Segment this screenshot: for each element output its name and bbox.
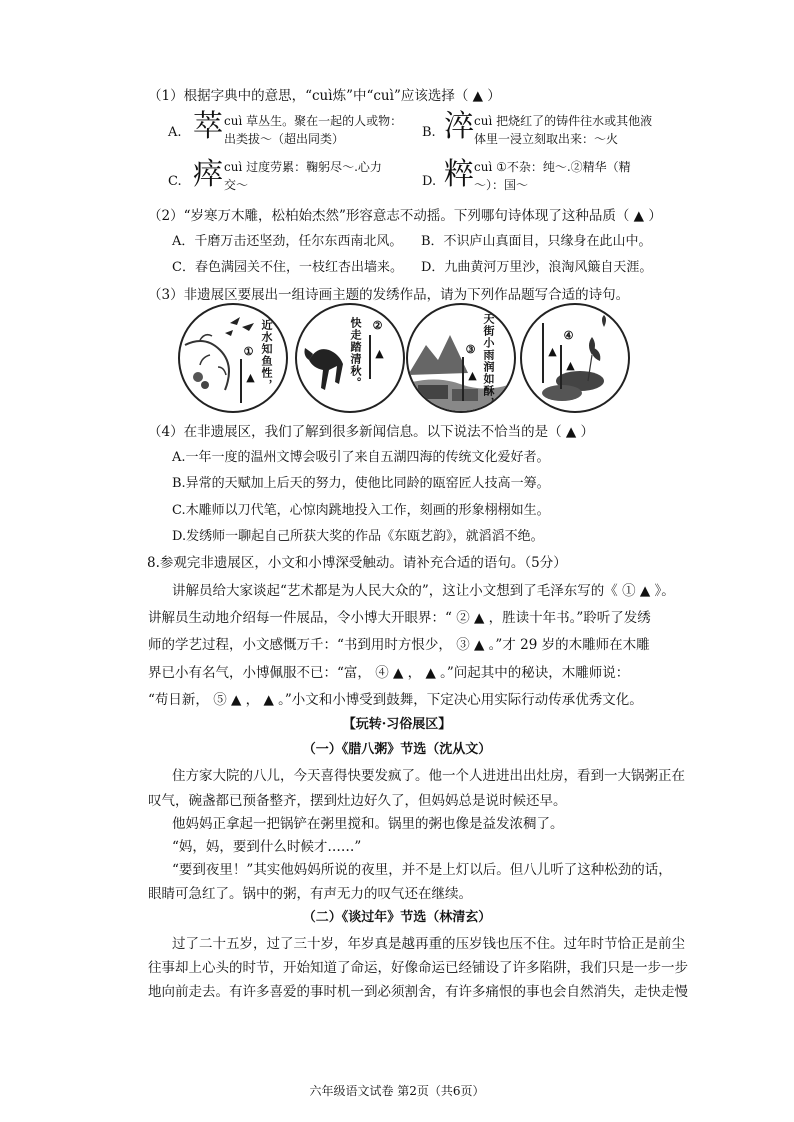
q8-line-3: 师的学艺过程，小文感慨万千：“书到用时方恨少， ③ ▲ 。”才 29 岁的木雕师在木雕 bbox=[148, 637, 650, 653]
q4-option-d[interactable]: D.发绣师一聊起自己所获大奖的作品《东瓯艺韵》，就滔滔不绝。 bbox=[172, 529, 544, 544]
passage-2-line-3: 地向前走去。有许多喜爱的事时机一到必须割舍，有许多痛恨的事也会自然消失，走快走慢 bbox=[148, 984, 688, 1000]
q8-line-1: 讲解员给大家谈起“艺术都是为人民大众的”，这让小文想到了毛泽东写的《 ① ▲ 》。 bbox=[172, 583, 675, 599]
passage-2-title: （二）《谈过年》节选（林清玄） bbox=[302, 910, 492, 925]
q1-stem: （1）根据字典中的意思，“cuì炼”中“cuì”应该选择（ ▲ ） bbox=[148, 88, 501, 104]
artwork-4-blank-triangle-2: ▲ bbox=[564, 359, 577, 373]
artwork-1-number: ① bbox=[242, 345, 255, 359]
q2-stem: （2）“岁寒万木雕，松柏始杰然”形容意志不动摇。下列哪句诗体现了这种品质（ ▲ ） bbox=[148, 208, 662, 224]
q1-option-a-def2: 出类拔～（超出同类） bbox=[224, 132, 345, 146]
artwork-4-blank-line-right bbox=[560, 345, 562, 389]
q1-option-b-def2: 体里一浸立刻取出来：～火 bbox=[474, 132, 619, 146]
artwork-horse-circle bbox=[295, 303, 405, 413]
artwork-1-poem: 近水知鱼性， bbox=[260, 319, 273, 391]
q8-line-4: 界已小有名气，小博佩服不已：“富， ④ ▲ ， ▲ 。”问起其中的秘诀，木雕师说： bbox=[148, 665, 630, 681]
passage-1-line-4: “妈，妈，要到什么时候才……” bbox=[172, 839, 362, 855]
artwork-birds-circle bbox=[178, 303, 288, 413]
q1-option-d-char: 粹 bbox=[444, 157, 474, 192]
q2-option-a[interactable]: A．千磨万击还坚劲，任尔东西南北风。 bbox=[172, 234, 403, 249]
passage-2-line-2: 往事却上心头的时节，开始知道了命运，好像命运已经铺设了许多陷阱，我们只是一步一步 bbox=[148, 960, 688, 976]
artwork-2-blank-triangle: ▲ bbox=[373, 347, 386, 361]
artwork-2-blank-line bbox=[369, 335, 371, 379]
section-heading: 【玩转·习俗展区】 bbox=[342, 717, 452, 732]
artwork-3-number: ③ bbox=[464, 343, 477, 357]
artwork-2-poem: 快走踏清秋。 bbox=[349, 317, 362, 389]
artwork-3-blank-line bbox=[462, 357, 464, 401]
q1-option-d-def2: ～）：国～ bbox=[474, 178, 529, 192]
q4-option-b[interactable]: B.异常的天赋加上后天的努力，使他比同龄的瓯窑匠人技高一筹。 bbox=[172, 476, 550, 491]
passage-1-line-1: 住方家大院的八儿，今天喜得快要发疯了。他一个人进进出出灶房，看到一大锅粥正在 bbox=[172, 768, 685, 784]
passage-1-line-6: 眼睛可急红了。锅中的粥，有声无力的叹气还在继续。 bbox=[148, 886, 472, 902]
q2-option-d[interactable]: D．九曲黄河万里沙，浪淘风簸自天涯。 bbox=[421, 260, 653, 275]
landscape-illustration bbox=[408, 305, 514, 411]
q1-option-d-def1: cuì ①不杂：纯～.②精华（精 bbox=[474, 160, 631, 174]
q1-option-c-letter[interactable]: C. bbox=[168, 174, 182, 189]
q1-option-b-def1: cuì 把烧红了的铸件往水或其他液 bbox=[474, 114, 653, 128]
q3-stem: （3）非遗展区要展出一组诗画主题的发绣作品，请为下列作品题写合适的诗句。 bbox=[148, 287, 630, 303]
q1-option-c-char: 瘁 bbox=[193, 157, 223, 192]
passage-1-title: （一）《腊八粥》节选（沈从文） bbox=[302, 742, 492, 757]
passage-1-line-2: 叹气，碗盏都已预备整齐，摆到灶边好久了，但妈妈总是说时候还早。 bbox=[148, 793, 567, 809]
q1-option-b-char: 淬 bbox=[444, 109, 474, 144]
q1-option-a-def1: cuì 草丛生。聚在一起的人或物： bbox=[224, 114, 403, 128]
q1-option-c-def1: cuì 过度劳累：鞠躬尽～.心力 bbox=[224, 160, 382, 174]
artwork-1-blank-triangle: ▲ bbox=[244, 371, 257, 385]
page-footer: 六年级语文试卷 第2页（共6页） bbox=[309, 1084, 485, 1098]
q4-option-a[interactable]: A.一年一度的温州文博会吸引了来自五湖四海的传统文化爱好者。 bbox=[172, 450, 550, 465]
q8-stem: 8.参观完非遗展区，小文和小博深受触动。请补充合适的语句。（5分） bbox=[147, 555, 567, 571]
q4-option-c[interactable]: C.木雕师以刀代笔，心惊肉跳地投入工作，刻画的形象栩栩如生。 bbox=[172, 503, 550, 518]
q4-stem: （4）在非遗展区，我们了解到很多新闻信息。以下说法不恰当的是（ ▲ ） bbox=[148, 424, 595, 440]
passage-1-line-3: 他妈妈正拿起一把锅铲在粥里搅和。锅里的粥也像是益发浓稠了。 bbox=[172, 816, 564, 832]
artwork-2-number: ② bbox=[371, 319, 384, 333]
artwork-3-poem: 天街小雨润如酥， bbox=[482, 313, 495, 409]
q1-option-a-letter[interactable]: A. bbox=[168, 125, 182, 140]
artwork-lotus-circle bbox=[520, 303, 630, 413]
q1-option-c-def2: 交～ bbox=[224, 178, 249, 192]
artwork-1-blank-line bbox=[240, 359, 242, 403]
q8-line-2: 讲解员生动地介绍每一件展品，令小博大开眼界：“ ② ▲ ，胜读十年书。”聆听了发绣 bbox=[148, 610, 651, 626]
artwork-4-blank-line-left bbox=[542, 323, 544, 383]
q1-option-d-letter[interactable]: D. bbox=[422, 174, 437, 189]
q8-line-5: “苟日新， ⑤ ▲ ， ▲ 。”小文和小博受到鼓舞，下定决心用实际行动传承优秀文化。 bbox=[148, 692, 643, 708]
artwork-4-number: ④ bbox=[562, 329, 575, 343]
artwork-4-blank-triangle-1: ▲ bbox=[546, 345, 559, 359]
q1-option-a-char: 萃 bbox=[193, 109, 223, 144]
artwork-landscape-circle bbox=[406, 303, 516, 413]
passage-2-line-1: 过了二十五岁，过了三十岁，年岁真是越再重的压岁钱也压不住。过年时节恰正是前尘 bbox=[172, 936, 685, 952]
lotus-illustration bbox=[522, 305, 628, 411]
q2-option-b[interactable]: B．不识庐山真面目，只缘身在此山中。 bbox=[421, 234, 652, 249]
passage-1-line-5: “要到夜里！”其实他妈妈所说的夜里，并不是上灯以后。但八儿听了这种松劲的话， bbox=[172, 862, 672, 878]
artwork-3-blank-triangle: ▲ bbox=[466, 369, 479, 383]
q2-option-c[interactable]: C．春色满园关不住，一枝红杏出墙来。 bbox=[172, 260, 403, 275]
q1-option-b-letter[interactable]: B. bbox=[422, 125, 436, 140]
